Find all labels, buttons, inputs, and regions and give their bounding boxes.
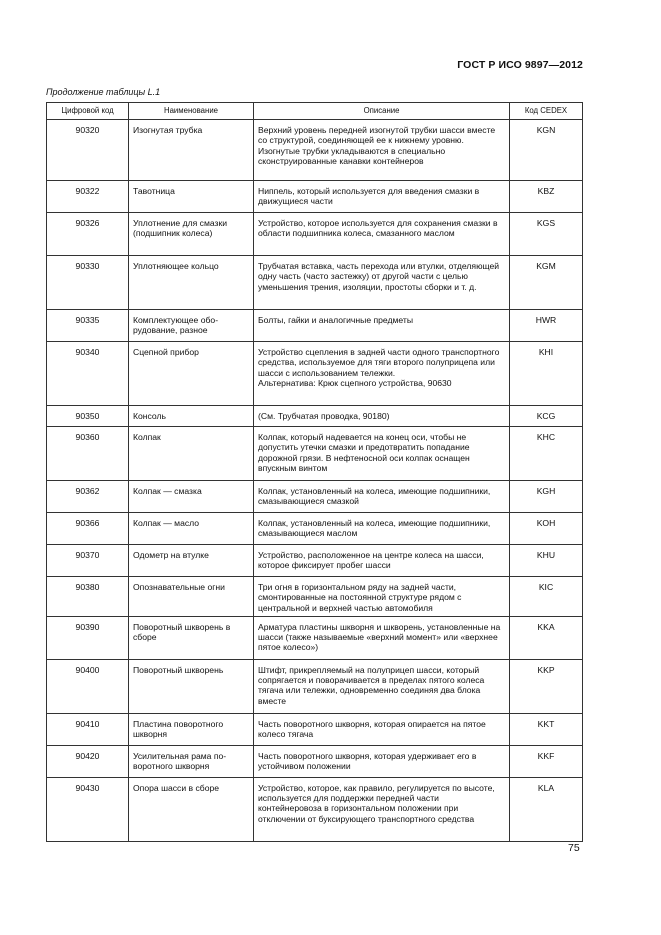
cell-code: 90400 [47,659,129,713]
cell-code: 90340 [47,342,129,406]
cell-name: Колпак [129,427,254,481]
cell-cedex: KBZ [510,181,583,213]
cell-cedex: KGN [510,120,583,181]
cell-description: Устройство сцепления в задней части одного транспортного средства, используемое для тяги второго полуприцепа или шасси с использованием тележки. Альтернатива: Крюк сцепного устройства, 90630 [254,342,510,406]
cell-cedex: KLA [510,777,583,841]
cell-description: Трубчатая вставка, часть перехода или втулки, отделяющей одну часть (часто застежку) от другой части с целью уменьшения трения, изоляции, простоты сборки и т. д. [254,256,510,310]
cell-cedex: KKF [510,745,583,777]
cell-code: 90390 [47,616,129,659]
cell-cedex: KKA [510,616,583,659]
cell-code: 90326 [47,213,129,256]
cell-name: Поворотный шкворень [129,659,254,713]
table-row [47,745,583,777]
table-row [47,213,583,256]
cell-code: 90322 [47,181,129,213]
cell-cedex: KGM [510,256,583,310]
table-row [47,256,583,310]
cell-name: Сцепной прибор [129,342,254,406]
cell-code: 90335 [47,310,129,342]
cell-code: 90420 [47,745,129,777]
table-row [47,481,583,513]
cell-cedex: KGH [510,481,583,513]
cell-description: Три огня в горизонтальном ряду на задней части, смонтированные на постоянной структуре рядом с центральной и верхней частью автомобиля [254,577,510,617]
table-row [47,577,583,617]
col-header-cedex: Код CEDEX [510,103,583,120]
cell-name: Опора шасси в сборе [129,777,254,841]
cell-name: Колпак — смазка [129,481,254,513]
cell-description: Устройство, расположенное на центре колеса на шасси, которое фиксирует пробег шасси [254,545,510,577]
cell-description: Колпак, который надевается на конец оси, чтобы не допустить утечки смазки и предотвратить попадание дорожной грязи. В нефтеносной оси колпак оснащен впускным винтом [254,427,510,481]
cell-name: Пластина поворотного шкворня [129,713,254,745]
cell-name: Усилительная рама поворотного шкворня [129,745,254,777]
cell-cedex: KKT [510,713,583,745]
cell-cedex: KCG [510,406,583,427]
table-header-row [47,103,583,120]
table-row [47,545,583,577]
cell-cedex: KIC [510,577,583,617]
cell-cedex: KOH [510,513,583,545]
cell-cedex: HWR [510,310,583,342]
cell-cedex: KHC [510,427,583,481]
cell-code: 90410 [47,713,129,745]
table-row [47,342,583,406]
table-row [47,713,583,745]
cell-description: Колпак, установленный на колеса, имеющие подшипники, смазывающиеся смазкой [254,481,510,513]
cell-code: 90320 [47,120,129,181]
col-header-code: Цифровой код [47,103,129,120]
cell-code: 90430 [47,777,129,841]
cell-description: Часть поворотного шкворня, которая опирается на пятое колесо тягача [254,713,510,745]
table-row [47,427,583,481]
cell-description: Болты, гайки и аналогичные предметы [254,310,510,342]
codes-table [46,102,583,842]
table-caption: Продолжение таблицы L.1 [46,87,161,97]
cell-description: Верхний уровень передней изогнутой трубки шасси вместе со структурой, соединяющей ее к нижнему уровню. Изогнутые трубки укладываются в специально сконструированные канавки контейнеров [254,120,510,181]
table-row [47,310,583,342]
table-row [47,120,583,181]
col-header-name: Наименование [129,103,254,120]
cell-description: Часть поворотного шкворня, которая удерживает его в устойчивом положении [254,745,510,777]
cell-cedex: KGS [510,213,583,256]
cell-code: 90370 [47,545,129,577]
cell-description: Штифт, прикрепляемый на полуприцеп шасси, который сопрягается и поворачивается в пределах пятого колеса тягача или тележки, одновременно соединяя два блока вместе [254,659,510,713]
cell-cedex: KHU [510,545,583,577]
table-row [47,777,583,841]
cell-description: Колпак, установленный на колеса, имеющие подшипники, смазывающиеся маслом [254,513,510,545]
table-row [47,181,583,213]
cell-cedex: KKP [510,659,583,713]
cell-name: Уплотняющее кольцо [129,256,254,310]
cell-description: Арматура пластины шкворня и шкворень, установленные на шасси (также называемые «верхний момент» или «верхнее пятое колесо») [254,616,510,659]
cell-code: 90380 [47,577,129,617]
table-row [47,659,583,713]
cell-code: 90350 [47,406,129,427]
table-row [47,513,583,545]
cell-code: 90360 [47,427,129,481]
col-header-description: Описание [254,103,510,120]
cell-code: 90330 [47,256,129,310]
cell-description: Устройство, которое, как правило, регулируется по высоте, используется для поддержки передней части контейнеровоза в горизонтальном положении при отключении от буксирующего транспортного средства [254,777,510,841]
cell-name: Колпак — масло [129,513,254,545]
cell-name: Опознавательные огни [129,577,254,617]
cell-name: Тавотница [129,181,254,213]
table-row [47,406,583,427]
cell-cedex: KHI [510,342,583,406]
cell-description: (См. Трубчатая проводка, 90180) [254,406,510,427]
cell-code: 90362 [47,481,129,513]
document-header: ГОСТ Р ИСО 9897—2012 [457,59,583,71]
cell-name: Изогнутая трубка [129,120,254,181]
cell-description: Ниппель, который используется для введения смазки в движущиеся части [254,181,510,213]
page-number: 75 [568,842,580,854]
cell-name: Поворотный шкворень в сборе [129,616,254,659]
cell-name: Уплотнение для смазки (подшипник колеса) [129,213,254,256]
cell-description: Устройство, которое используется для сохранения смазки в области подшипника колеса, смазанного маслом [254,213,510,256]
cell-name: Комплектующее оборудование, разное [129,310,254,342]
cell-code: 90366 [47,513,129,545]
table-row [47,616,583,659]
cell-name: Одометр на втулке [129,545,254,577]
cell-name: Консоль [129,406,254,427]
